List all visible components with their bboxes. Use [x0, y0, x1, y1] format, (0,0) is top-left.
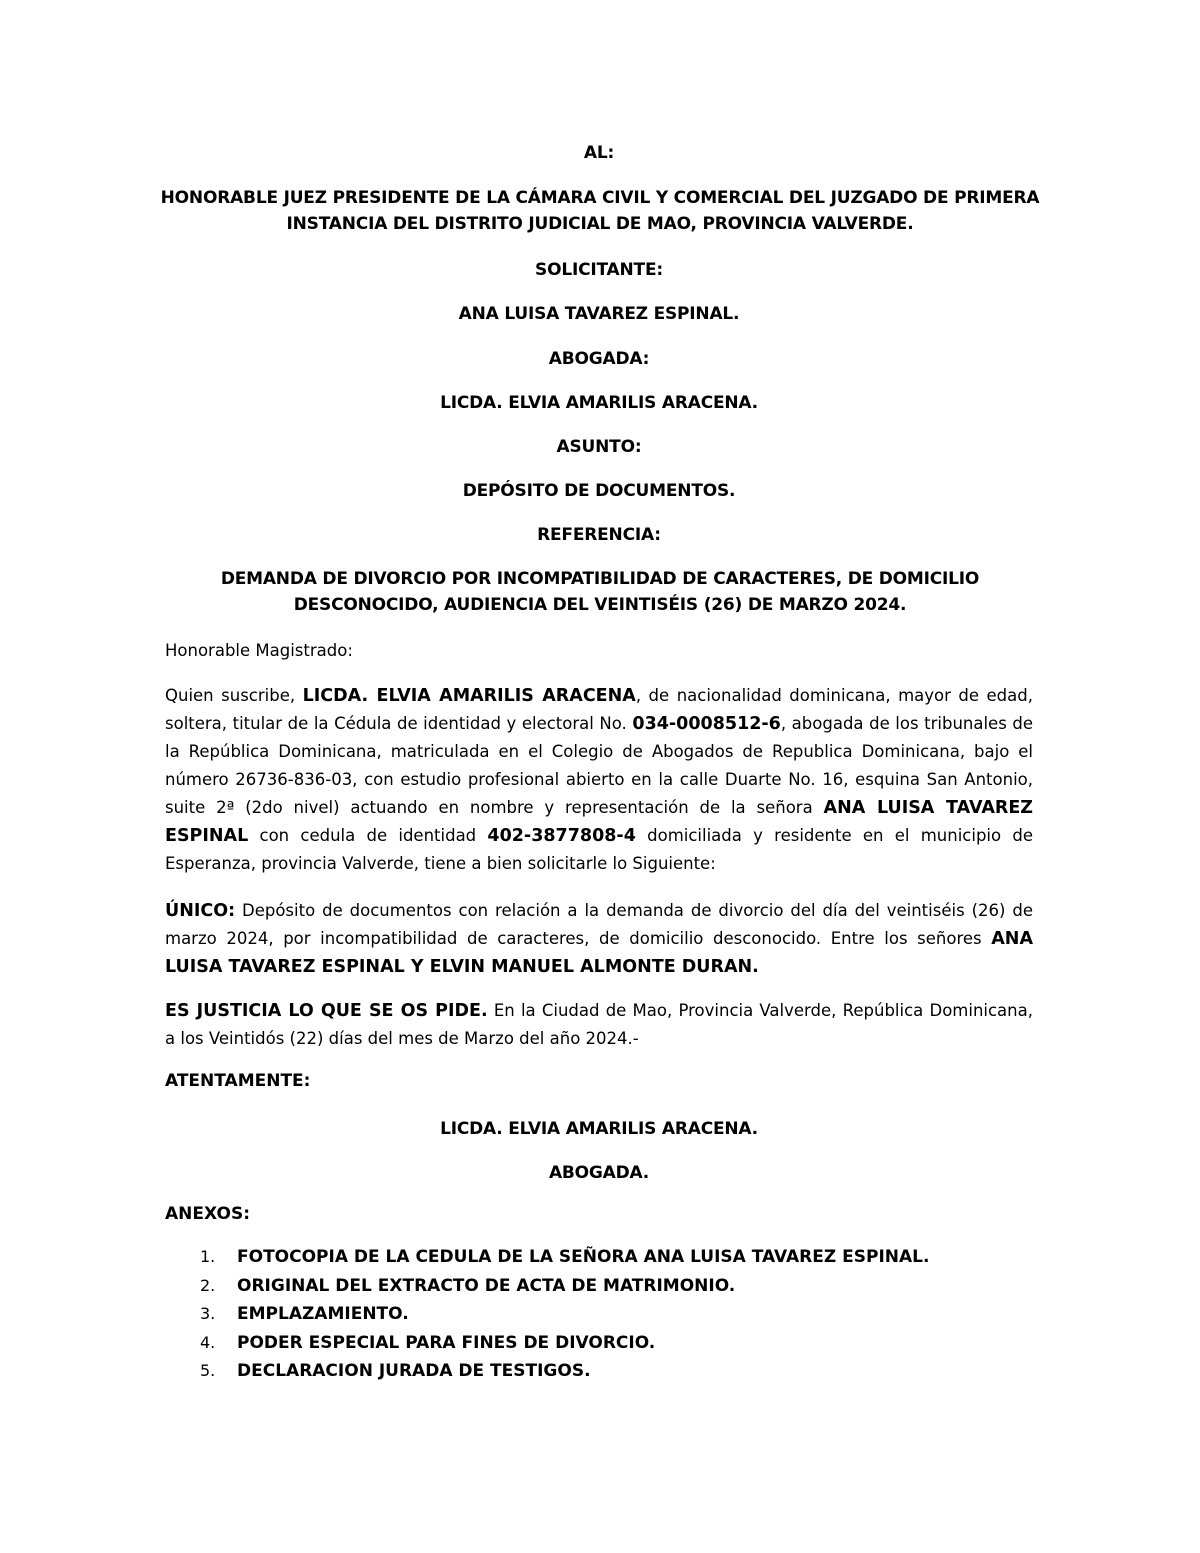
list-item: 4. PODER ESPECIAL PARA FINES DE DIVORCIO. [200, 1332, 656, 1353]
paragraph-closing: ES JUSTICIA LO QUE SE OS PIDE. En la Ciudad de Mao, Provincia Valverde, República Dominicana, a los Veintidós (22) días del mes de Marzo del año 2024.- [165, 1001, 1033, 1048]
al-label: AL: [583, 143, 615, 163]
referencia-label: REFERENCIA: [537, 525, 661, 545]
solicitante-label: SOLICITANTE: [535, 260, 663, 280]
list-item: 3. EMPLAZAMIENTO. [200, 1304, 409, 1325]
annex-list [200, 1243, 929, 1386]
list-item: 5. DECLARACION JURADA DE TESTIGOS. [200, 1361, 591, 1382]
referencia-value: DEMANDA DE DIVORCIO POR INCOMPATIBILIDAD DE CARACTERES, DE DOMICILIO DESCONOCIDO, AUDIENCIA DEL VEINTISÉIS (26) DE MARZO 2024. [220, 569, 980, 615]
paragraph-unico: ÚNICO: Depósito de documentos con relación a la demanda de divorcio del día del veintiséis (26) de marzo 2024, por incompatibilidad de caracteres, de domicilio desconocido. Entre los señores ANA LUISA TAVAREZ ESPINAL Y ELVIN MANUEL ALMONTE DURAN. [165, 901, 1033, 977]
signer-name: LICDA. ELVIA AMARILIS ARACENA. [440, 1119, 758, 1139]
annex-label: ANEXOS: [165, 1204, 250, 1224]
asunto-value: DEPÓSITO DE DOCUMENTOS. [462, 481, 736, 501]
list-item: 1. FOTOCOPIA DE LA CEDULA DE LA SEÑORA ANA LUISA TAVAREZ ESPINAL. [200, 1247, 930, 1267]
solicitante-name: ANA LUISA TAVAREZ ESPINAL. [458, 304, 740, 324]
closing-label: ATENTAMENTE: [165, 1071, 311, 1091]
lawyer-cedula: 034-0008512-6 [632, 714, 781, 734]
lawyer-name: LICDA. ELVIA AMARILIS ARACENA [302, 686, 636, 706]
abogada-name: LICDA. ELVIA AMARILIS ARACENA. [440, 393, 758, 413]
parties-names: ANA LUISA TAVAREZ ESPINAL Y ELVIN MANUEL ALMONTE DURAN. [165, 929, 1033, 977]
asunto-label: ASUNTO: [556, 437, 642, 457]
client-name: ANA LUISA TAVAREZ ESPINAL [165, 798, 1033, 846]
paragraph-intro: Quien suscribe, LICDA. ELVIA AMARILIS ARACENA, de nacionalidad dominicana, mayor de edad, soltera, titular de la Cédula de identidad y electoral No. 034-0008512-6, abogada de los tribunales de la República Dominicana, matriculada en el Colegio de Abogados de Republica Dominicana, bajo el número 26736-836-03, con estudio profesional abierto en la calle Duarte No. 16, esquina San Antonio, suite 2ª (2do nivel) actuando en nombre y representación de la señora ANA LUISA TAVAREZ ESPINAL con cedula de identidad 402-3877808-4 domiciliada y residente en el municipio de Esperanza, provincia Valverde, tiene a bien solicitarle lo Siguiente: [165, 686, 1033, 873]
salutation: Honorable Magistrado: [165, 641, 353, 660]
signer-title: ABOGADA. [548, 1163, 650, 1183]
justicia-label: ES JUSTICIA LO QUE SE OS PIDE. [165, 1001, 488, 1021]
abogada-label: ABOGADA: [548, 349, 650, 369]
unico-label: ÚNICO: [165, 901, 236, 921]
list-item: 2. ORIGINAL DEL EXTRACTO DE ACTA DE MATRIMONIO. [200, 1275, 736, 1296]
client-cedula: 402-3877808-4 [487, 826, 636, 846]
addressee: HONORABLE JUEZ PRESIDENTE DE LA CÁMARA CIVIL Y COMERCIAL DEL JUZGADO DE PRIMERA INSTANCIA DEL DISTRITO JUDICIAL DE MAO, PROVINCIA VALVERDE. [160, 188, 1040, 234]
